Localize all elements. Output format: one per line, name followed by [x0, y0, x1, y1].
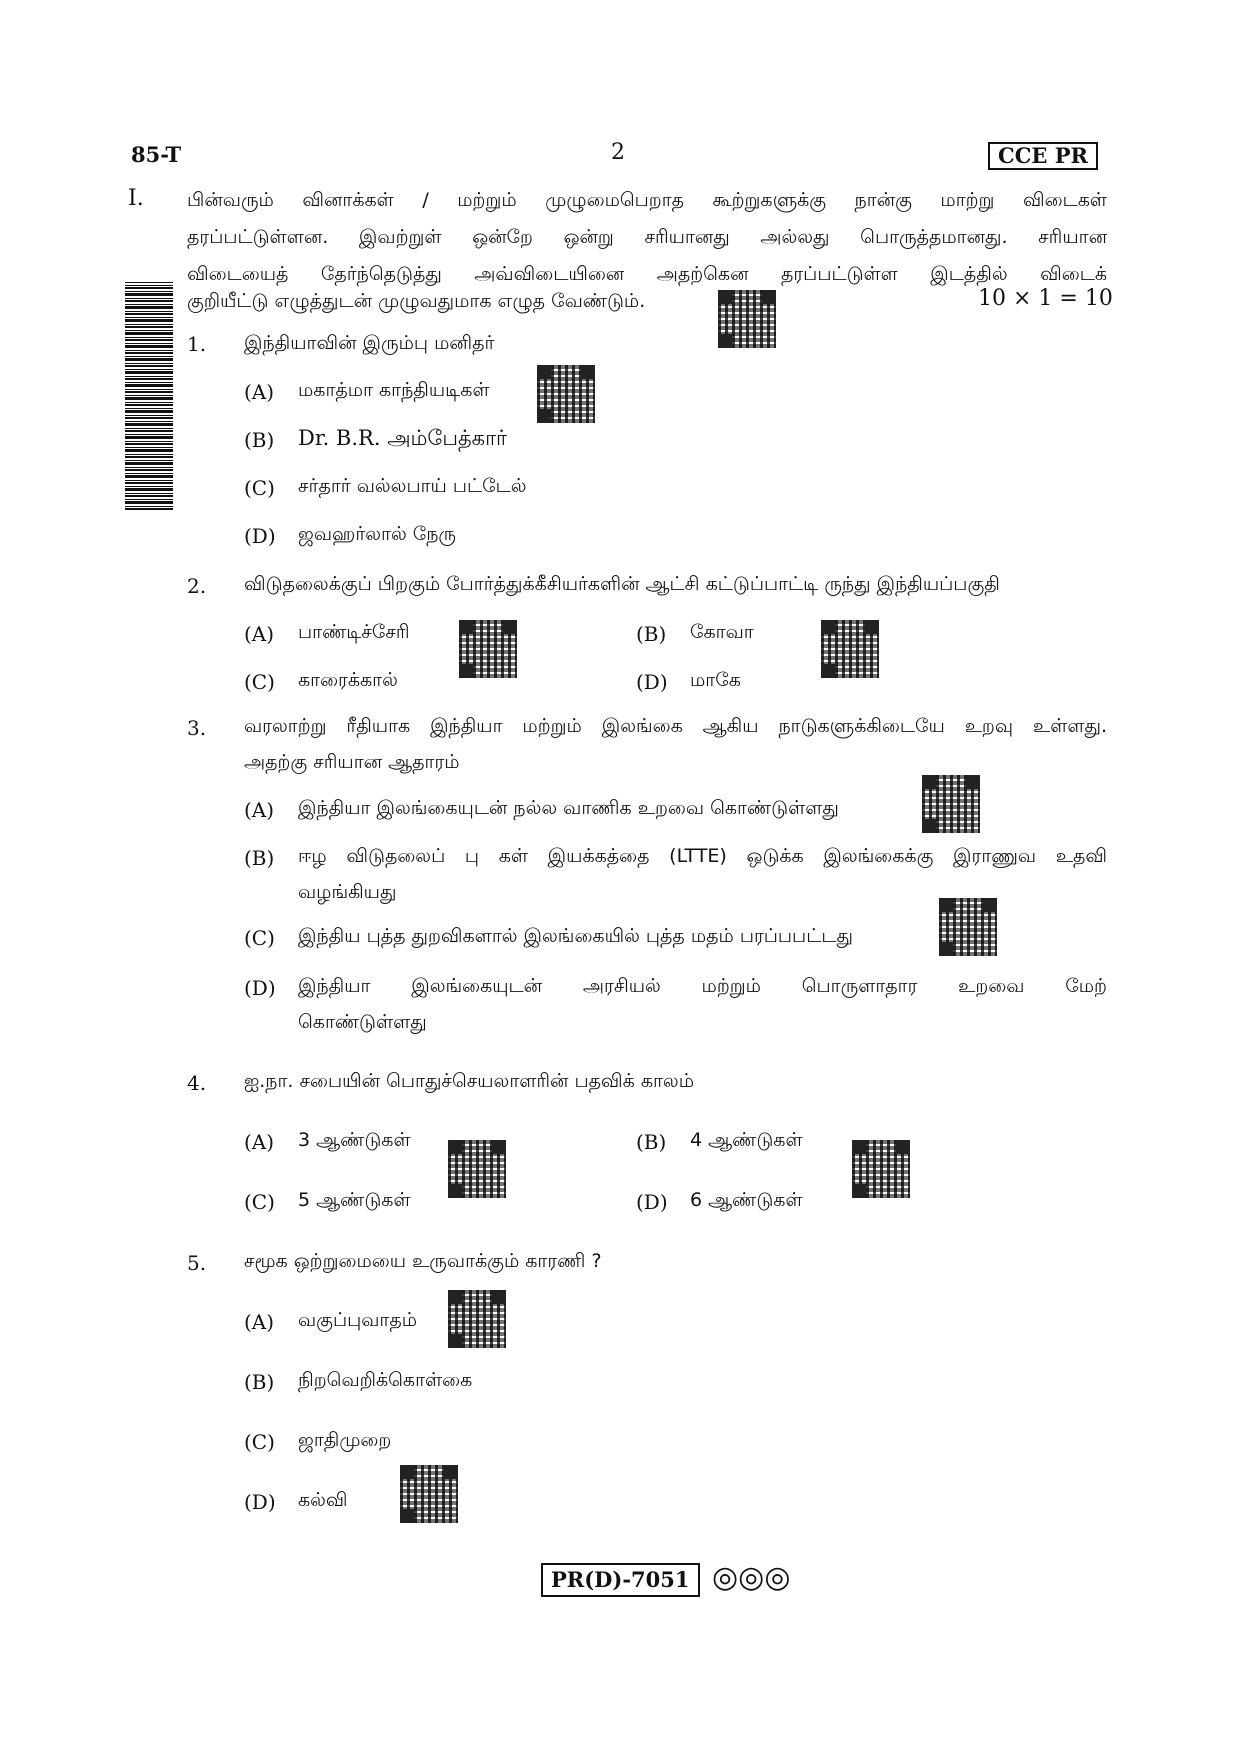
qr-code — [718, 290, 776, 348]
option-label: (D) — [244, 1490, 276, 1514]
instruction-line: விடையைத் தேர்ந்தெடுத்து அவ்விடையினை அதற்கென தரப்பட்டுள்ள இடத்தில் விடைக் — [187, 263, 1107, 285]
marks-allocation: 10 × 1 = 10 — [978, 286, 1113, 311]
question-text: ஐ.நா. சபையின் பொதுச்செயலாளரின் பதவிக் காலம் — [244, 1070, 694, 1092]
option-label: (D) — [636, 670, 668, 694]
qr-code — [821, 620, 879, 678]
option-text: காரைக்கால் — [298, 669, 398, 691]
option-text: வழங்கியது — [298, 881, 397, 903]
option-label: (A) — [244, 1310, 275, 1334]
question-text: வரலாற்று ரீதியாக இந்தியா மற்றும் இலங்கை ஆகிய நாடுகளுக்கிடையே உறவு உள்ளது. — [244, 715, 1107, 737]
option-text: மாகே — [690, 669, 741, 691]
option-text: பாண்டிச்சேரி — [298, 621, 410, 643]
question-number: 4. — [187, 1071, 207, 1095]
option-text: கல்வி — [298, 1489, 348, 1511]
option-text: வகுப்புவாதம் — [298, 1309, 418, 1331]
option-label: (C) — [244, 926, 275, 950]
question-number: 1. — [187, 332, 207, 356]
option-label: (D) — [244, 524, 276, 548]
footer-symbols: ◎◎◎ — [712, 1560, 791, 1595]
question-text: விடுதலைக்குப் பிறகும் போர்த்துக்கீசியர்களின் ஆட்சி கட்டுப்பாட்டி ருந்து இந்தியப்பகுதி — [244, 573, 1000, 595]
option-label: (A) — [244, 1130, 275, 1154]
qr-code — [852, 1140, 910, 1198]
option-text: 4 ஆண்டுகள் — [690, 1129, 803, 1151]
option-label: (C) — [244, 476, 275, 500]
option-label: (A) — [244, 622, 275, 646]
option-text: ஈழ விடுதலைப் பு கள் இயக்கத்தை (LTTE) ஒடுக்க இலங்கைக்கு இராணுவ உதவி — [298, 845, 1107, 867]
qr-code — [400, 1465, 458, 1523]
qr-code — [448, 1290, 506, 1348]
question-text: அதற்கு சரியான ஆதாரம் — [244, 751, 460, 773]
section-numeral: I. — [128, 186, 144, 211]
question-number: 5. — [187, 1251, 207, 1275]
option-label: (A) — [244, 380, 275, 404]
option-text: சர்தார் வல்லபாய் பட்டேல் — [298, 475, 527, 497]
option-label: (C) — [244, 1430, 275, 1454]
option-text: கோவா — [690, 621, 754, 643]
instruction-line: குறியீட்டு எழுத்துடன் முழுவதுமாக எழுத வேண்டும். — [187, 290, 646, 312]
option-text: Dr. B.R. அம்பேத்கார் — [298, 426, 508, 450]
option-text: நிறவெறிக்கொள்கை — [298, 1369, 473, 1391]
option-label: (C) — [244, 670, 275, 694]
question-number: 3. — [187, 716, 207, 740]
qr-code — [459, 620, 517, 678]
option-text: மகாத்மா காந்தியடிகள் — [298, 379, 490, 401]
option-label: (A) — [244, 798, 275, 822]
qr-code — [448, 1140, 506, 1198]
option-label: (B) — [636, 622, 667, 646]
option-text: ஜாதிமுறை — [298, 1429, 392, 1451]
option-label: (B) — [636, 1130, 667, 1154]
question-number: 2. — [187, 574, 207, 598]
footer-code: PR(D)-7051 — [541, 1563, 700, 1597]
option-label: (B) — [244, 1370, 275, 1394]
page-number: 2 — [611, 140, 625, 165]
option-label: (B) — [244, 428, 275, 452]
barcode — [125, 282, 173, 510]
option-text: கொண்டுள்ளது — [298, 1011, 427, 1033]
option-label: (D) — [244, 976, 276, 1000]
option-text: ஜவஹர்லால் நேரு — [298, 523, 457, 545]
option-label: (C) — [244, 1190, 275, 1214]
option-text: இந்தியா இலங்கையுடன் அரசியல் மற்றும் பொருளாதார உறவை மேற் — [298, 975, 1107, 997]
option-label: (B) — [244, 846, 275, 870]
option-text: இந்தியா இலங்கையுடன் நல்ல வாணிக உறவை கொண்டுள்ளது — [298, 797, 839, 819]
option-text: 6 ஆண்டுகள் — [690, 1189, 803, 1211]
series-badge: CCE PR — [988, 142, 1098, 170]
instruction-line: பின்வரும் வினாக்கள் / மற்றும் முழுமைபெறாத கூற்றுகளுக்கு நான்கு மாற்று விடைகள் — [187, 189, 1107, 211]
qr-code — [922, 775, 980, 833]
question-text: சமூக ஒற்றுமையை உருவாக்கும் காரணி ? — [244, 1250, 602, 1272]
option-text: 3 ஆண்டுகள் — [298, 1129, 411, 1151]
option-text: இந்திய புத்த துறவிகளால் இலங்கையில் புத்த மதம் பரப்பபட்டது — [298, 925, 853, 947]
option-label: (D) — [636, 1190, 668, 1214]
instruction-line: தரப்பட்டுள்ளன. இவற்றுள் ஒன்றே ஒன்று சரியானது அல்லது பொருத்தமானது. சரியான — [187, 226, 1107, 248]
question-text: இந்தியாவின் இரும்பு மனிதர் — [244, 332, 495, 354]
qr-code — [537, 365, 595, 423]
paper-code: 85-T — [131, 142, 182, 167]
qr-code — [939, 898, 997, 956]
option-text: 5 ஆண்டுகள் — [298, 1189, 411, 1211]
